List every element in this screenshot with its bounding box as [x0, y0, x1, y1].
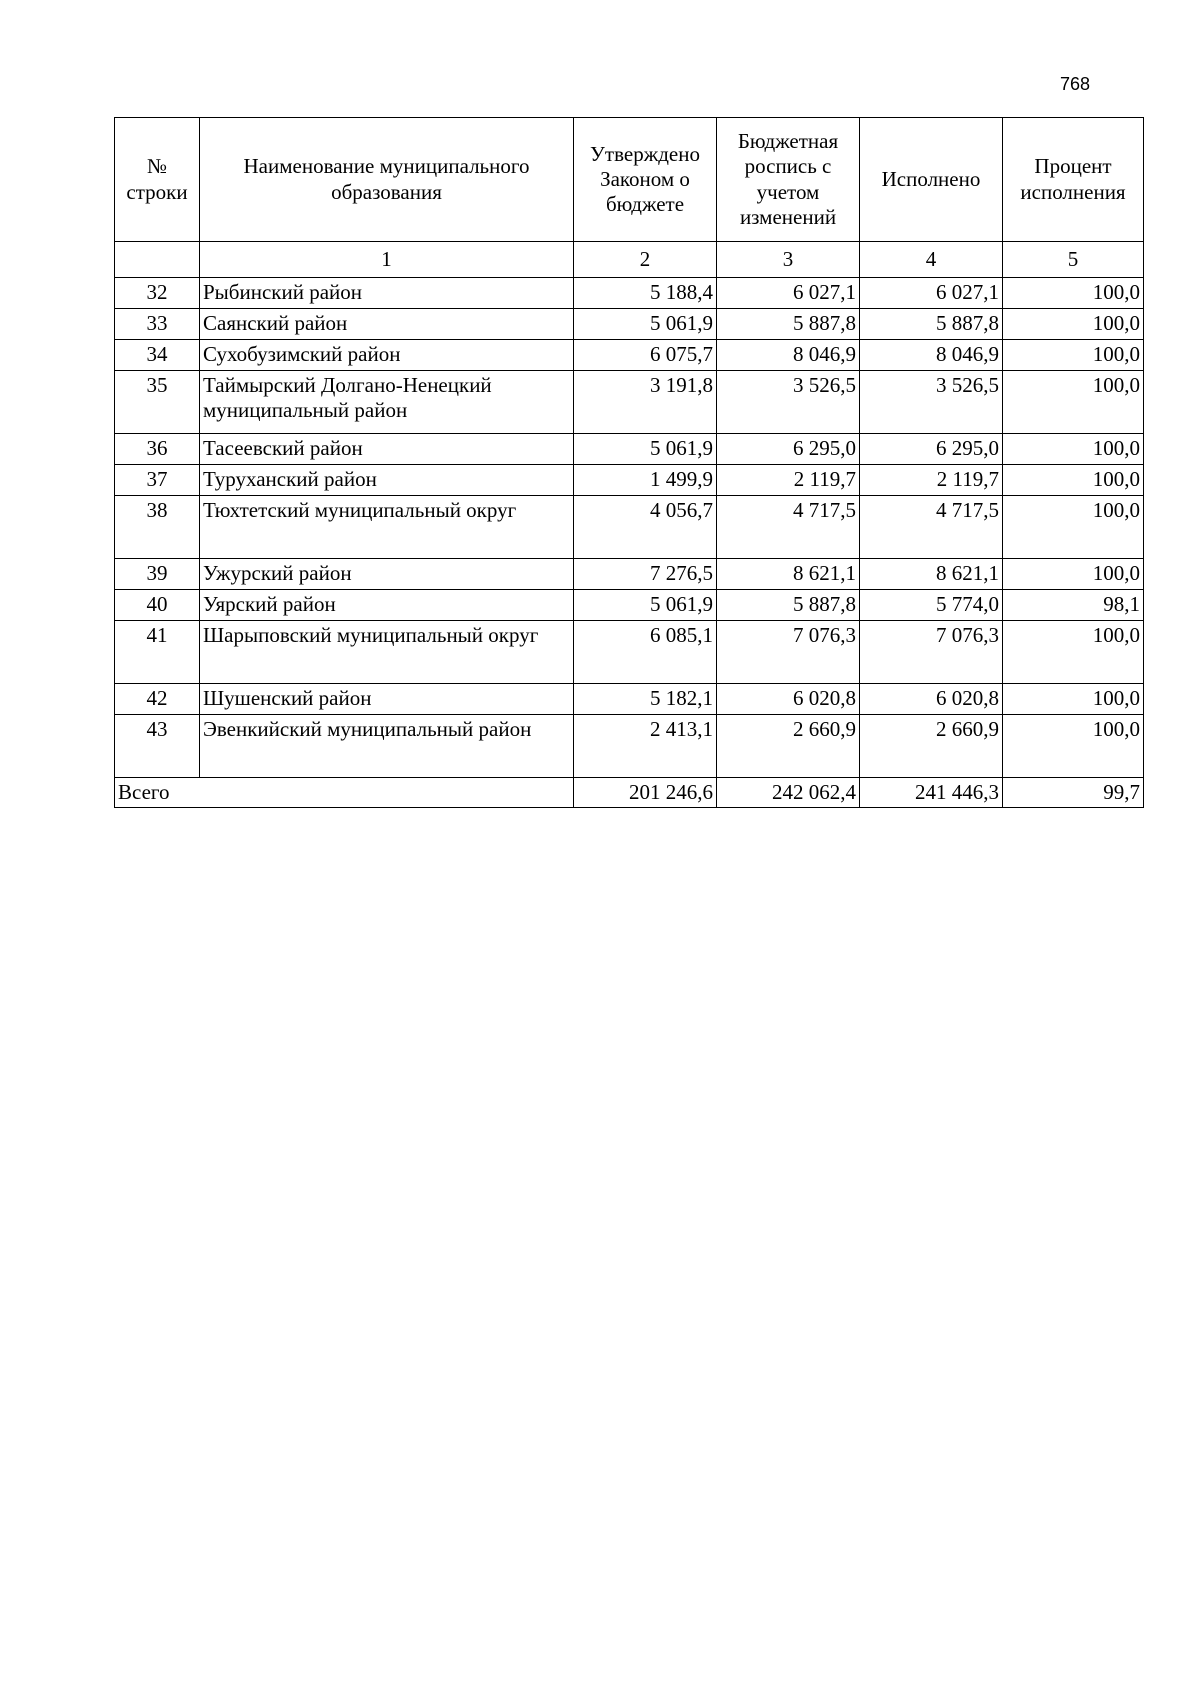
table-row	[115, 465, 1144, 496]
municipality-name: Шушенский район	[200, 684, 574, 715]
municipality-name: Эвенкийский муниципальный район	[200, 715, 574, 778]
percent-value: 98,1	[1003, 590, 1144, 621]
municipality-name: Туруханский район	[200, 465, 574, 496]
municipality-name: Таймырский Долгано-Ненецкий муниципальный район	[200, 371, 574, 434]
approved-value: 5 061,9	[574, 590, 717, 621]
municipality-name: Саянский район	[200, 309, 574, 340]
budget-list-value: 5 887,8	[717, 590, 860, 621]
municipality-name: Ужурский район	[200, 559, 574, 590]
table-row	[115, 496, 1144, 559]
executed-value: 2 660,9	[860, 715, 1003, 778]
budget-list-value: 6 020,8	[717, 684, 860, 715]
table-row	[115, 559, 1144, 590]
header-row	[115, 118, 1144, 242]
percent-value: 100,0	[1003, 371, 1144, 434]
executed-value: 5 774,0	[860, 590, 1003, 621]
row-number: 36	[115, 434, 200, 465]
approved-value: 6 085,1	[574, 621, 717, 684]
row-number: 33	[115, 309, 200, 340]
row-number: 37	[115, 465, 200, 496]
municipality-name: Шарыповский муниципальный округ	[200, 621, 574, 684]
table-row	[115, 309, 1144, 340]
budget-list-value: 7 076,3	[717, 621, 860, 684]
header-executed: Исполнено	[860, 118, 1003, 242]
budget-list-value: 3 526,5	[717, 371, 860, 434]
percent-value: 100,0	[1003, 465, 1144, 496]
row-number: 38	[115, 496, 200, 559]
approved-value: 4 056,7	[574, 496, 717, 559]
executed-value: 6 295,0	[860, 434, 1003, 465]
table-row	[115, 371, 1144, 434]
budget-list-value: 6 295,0	[717, 434, 860, 465]
percent-value: 100,0	[1003, 309, 1144, 340]
budget-list-value: 6 027,1	[717, 278, 860, 309]
page-number: 768	[1060, 74, 1091, 94]
table-body	[115, 278, 1144, 778]
budget-list-value: 2 119,7	[717, 465, 860, 496]
table-header	[115, 118, 1144, 278]
municipality-name: Тюхтетский муниципальный округ	[200, 496, 574, 559]
column-number	[115, 242, 200, 278]
municipality-name: Уярский район	[200, 590, 574, 621]
total-executed: 241 446,3	[860, 778, 1003, 808]
executed-value: 7 076,3	[860, 621, 1003, 684]
header-percent: Процент исполнения	[1003, 118, 1144, 242]
approved-value: 6 075,7	[574, 340, 717, 371]
executed-value: 4 717,5	[860, 496, 1003, 559]
table-row	[115, 715, 1144, 778]
approved-value: 5 182,1	[574, 684, 717, 715]
column-number: 5	[1003, 242, 1144, 278]
municipality-name: Тасеевский район	[200, 434, 574, 465]
approved-value: 1 499,9	[574, 465, 717, 496]
table-row	[115, 278, 1144, 309]
executed-value: 3 526,5	[860, 371, 1003, 434]
budget-list-value: 5 887,8	[717, 309, 860, 340]
header-row-no: № строки	[115, 118, 200, 242]
total-budget-list: 242 062,4	[717, 778, 860, 808]
approved-value: 5 061,9	[574, 309, 717, 340]
budget-table	[114, 117, 1144, 808]
column-number-row	[115, 242, 1144, 278]
percent-value: 100,0	[1003, 340, 1144, 371]
approved-value: 5 188,4	[574, 278, 717, 309]
header-name: Наименование муниципального образования	[200, 118, 574, 242]
row-number: 43	[115, 715, 200, 778]
header-budget-list: Бюджетная роспись с учетом изменений	[717, 118, 860, 242]
budget-list-value: 8 621,1	[717, 559, 860, 590]
row-number: 40	[115, 590, 200, 621]
row-number: 42	[115, 684, 200, 715]
column-number: 3	[717, 242, 860, 278]
total-label: Всего	[115, 778, 574, 808]
row-number: 41	[115, 621, 200, 684]
total-percent: 99,7	[1003, 778, 1144, 808]
executed-value: 8 621,1	[860, 559, 1003, 590]
percent-value: 100,0	[1003, 434, 1144, 465]
municipality-name: Сухобузимский район	[200, 340, 574, 371]
budget-list-value: 2 660,9	[717, 715, 860, 778]
percent-value: 100,0	[1003, 278, 1144, 309]
percent-value: 100,0	[1003, 684, 1144, 715]
budget-list-value: 4 717,5	[717, 496, 860, 559]
table-row	[115, 621, 1144, 684]
executed-value: 5 887,8	[860, 309, 1003, 340]
approved-value: 5 061,9	[574, 434, 717, 465]
percent-value: 100,0	[1003, 621, 1144, 684]
executed-value: 8 046,9	[860, 340, 1003, 371]
approved-value: 2 413,1	[574, 715, 717, 778]
percent-value: 100,0	[1003, 496, 1144, 559]
column-number: 2	[574, 242, 717, 278]
row-number: 34	[115, 340, 200, 371]
header-approved: Утверждено Законом о бюджете	[574, 118, 717, 242]
table-row	[115, 434, 1144, 465]
row-number: 39	[115, 559, 200, 590]
table-row	[115, 340, 1144, 371]
executed-value: 6 020,8	[860, 684, 1003, 715]
row-number: 32	[115, 278, 200, 309]
column-number: 1	[200, 242, 574, 278]
table-row	[115, 684, 1144, 715]
approved-value: 7 276,5	[574, 559, 717, 590]
total-approved: 201 246,6	[574, 778, 717, 808]
budget-list-value: 8 046,9	[717, 340, 860, 371]
executed-value: 6 027,1	[860, 278, 1003, 309]
total-row	[115, 778, 1144, 808]
column-number: 4	[860, 242, 1003, 278]
table-row	[115, 590, 1144, 621]
municipality-name: Рыбинский район	[200, 278, 574, 309]
row-number: 35	[115, 371, 200, 434]
percent-value: 100,0	[1003, 559, 1144, 590]
percent-value: 100,0	[1003, 715, 1144, 778]
approved-value: 3 191,8	[574, 371, 717, 434]
executed-value: 2 119,7	[860, 465, 1003, 496]
